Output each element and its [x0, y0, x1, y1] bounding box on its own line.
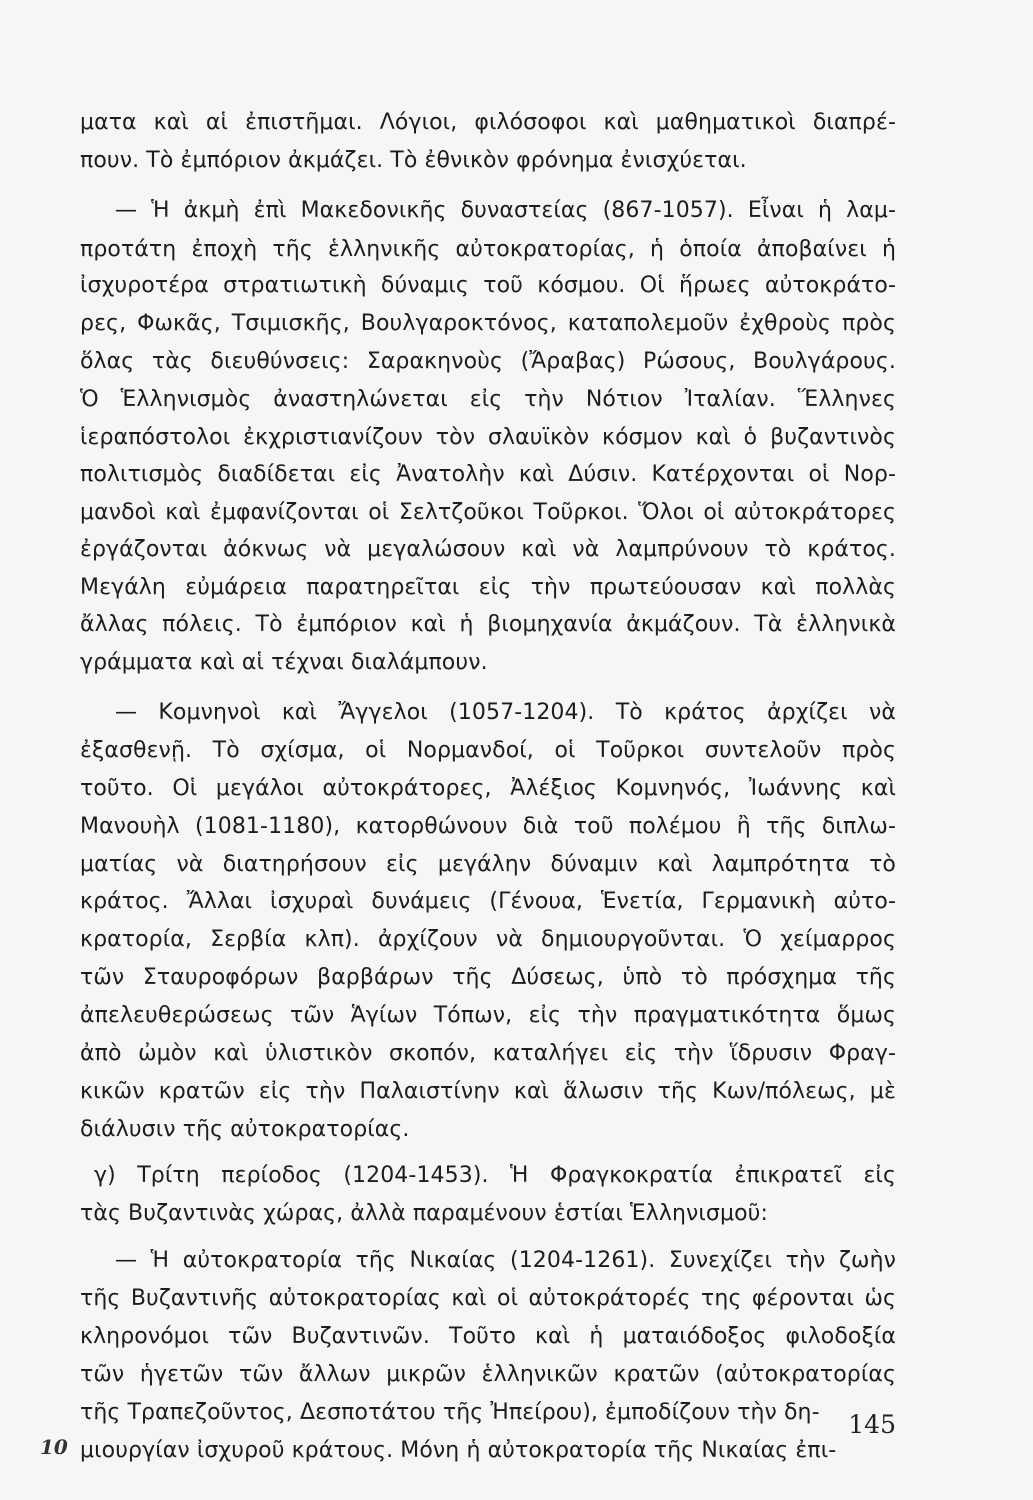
- text-line: μιουργίαν ἰσχυροῦ κράτους. Μόνη ἡ αὐτοκρατορία τῆς Νικαίας ἐπι-: [80, 1438, 837, 1463]
- text-line: ἀπὸ ὠμὸν καὶ ὑλιστικὸν σκοπόν, καταλήγει εἰς τὴν ἵδρυσιν Φραγ-: [80, 1041, 896, 1066]
- text-line: ματίας νὰ διατηρήσουν εἰς μεγάλην δύναμιν καὶ λαμπρότητα τὸ: [80, 852, 896, 877]
- text-line: — Ἡ αὐτοκρατορία τῆς Νικαίας (1204-1261). Συνεχίζει τὴν ζωὴν: [115, 1248, 896, 1273]
- text-line: τῶν ἡγετῶν τῶν ἄλλων μικρῶν ἑλληνικῶν κρατῶν (αὐτοκρατορίας: [80, 1362, 896, 1387]
- text-line: τῆς Τραπεζοῦντος, Δεσποτάτου τῆς Ἠπείρου), ἐμποδίζουν τὴν δη-: [80, 1400, 820, 1425]
- text-line: κράτος. Ἄλλαι ἰσχυραὶ δυνάμεις (Γένουα, Ἑνετία, Γερμανικὴ αὐτο-: [80, 889, 896, 914]
- signature-mark: 10: [40, 1435, 68, 1459]
- text-line: κρατορία, Σερβία κλπ). ἀρχίζουν νὰ δημιουργοῦνται. Ὁ χείμαρρος: [80, 927, 896, 952]
- text-line: τὰς Βυζαντινὰς χώρας, ἀλλὰ παραμένουν ἑστίαι Ἑλληνισμοῦ:: [80, 1201, 768, 1226]
- text-line: τῶν Σταυροφόρων βαρβάρων τῆς Δύσεως, ὑπὸ τὸ πρόσχημα τῆς: [80, 965, 896, 990]
- text-line: Μανουὴλ (1081-1180), κατορθώνουν διὰ τοῦ πολέμου ἢ τῆς διπλω-: [80, 814, 896, 839]
- page-number: 145: [848, 1410, 896, 1439]
- text-line: ὅλας τὰς διευθύνσεις: Σαρακηνοὺς (Ἄραβας) Ρώσους, Βουλγάρους.: [80, 349, 896, 374]
- text-line: ἐργάζονται ἀόκνως νὰ μεγαλώσουν καὶ νὰ λαμπρύνουν τὸ κράτος.: [80, 537, 896, 562]
- text-line: κληρονόμοι τῶν Βυζαντινῶν. Τοῦτο καὶ ἡ ματαιόδοξος φιλοδοξία: [80, 1324, 896, 1349]
- text-line: πουν. Τὸ ἐμπόριον ἀκμάζει. Τὸ ἐθνικὸν φρόνημα ἐνισχύεται.: [80, 148, 747, 173]
- text-line: τῆς Βυζαντινῆς αὐτοκρατορίας καὶ οἱ αὐτοκράτορές της φέρονται ὡς: [80, 1286, 896, 1311]
- text-line: γ) Τρίτη περίοδος (1204-1453). Ἡ Φραγκοκρατία ἐπικρατεῖ εἰς: [94, 1163, 896, 1188]
- text-line: προτάτη ἐποχὴ τῆς ἑλληνικῆς αὐτοκρατορίας, ἡ ὁποία ἀποβαίνει ἡ: [80, 237, 896, 262]
- text-line: Ὁ Ἑλληνισμὸς ἀναστηλώνεται εἰς τὴν Νότιον Ἰταλίαν. Ἕλληνες: [80, 387, 896, 412]
- text-line: τοῦτο. Οἱ μεγάλοι αὐτοκράτορες, Ἀλέξιος Κομνηνός, Ἰωάννης καὶ: [80, 776, 896, 801]
- text-line: κικῶν κρατῶν εἰς τὴν Παλαιστίνην καὶ ἅλωσιν τῆς Κων/πόλεως, μὲ: [80, 1079, 896, 1104]
- text-line: ἐξασθενῇ. Τὸ σχίσμα, οἱ Νορμανδοί, οἱ Τοῦρκοι συντελοῦν πρὸς: [80, 738, 896, 763]
- text-line: — Κομνηνοὶ καὶ Ἄγγελοι (1057-1204). Τὸ κράτος ἀρχίζει νὰ: [115, 700, 896, 725]
- text-line: ρες, Φωκᾶς, Τσιμισκῆς, Βουλγαροκτόνος, καταπολεμοῦν ἐχθροὺς πρὸς: [80, 311, 896, 336]
- text-line: ματα καὶ αἱ ἐπιστῆμαι. Λόγιοι, φιλόσοφοι καὶ μαθηματικοὶ διαπρέ-: [80, 110, 896, 135]
- text-line: ἀπελευθερώσεως τῶν Ἁγίων Τόπων, εἰς τὴν πραγματικότητα ὅμως: [80, 1003, 896, 1028]
- text-line: Μεγάλη εὐμάρεια παρατηρεῖται εἰς τὴν πρωτεύουσαν καὶ πολλὰς: [80, 575, 896, 600]
- text-line: πολιτισμὸς διαδίδεται εἰς Ἀνατολὴν καὶ Δύσιν. Κατέρχονται οἱ Νορ-: [80, 462, 896, 487]
- text-line: μανδοὶ καὶ ἐμφανίζονται οἱ Σελτζοῦκοι Τοῦρκοι. Ὅλοι οἱ αὐτοκράτορες: [80, 500, 896, 525]
- text-line: διάλυσιν τῆς αὐτοκρατορίας.: [80, 1117, 410, 1142]
- text-line: ἱεραπόστολοι ἐκχριστιανίζουν τὸν σλαυϊκὸν κόσμον καὶ ὁ βυζαντινὸς: [80, 425, 896, 450]
- text-line: ἄλλας πόλεις. Τὸ ἐμπόριον καὶ ἡ βιομηχανία ἀκμάζουν. Τὰ ἑλληνικὰ: [80, 612, 896, 637]
- text-line: — Ἡ ἀκμὴ ἐπὶ Μακεδονικῆς δυναστείας (867-1057). Εἶναι ἡ λαμ-: [115, 198, 896, 223]
- text-line: γράμματα καὶ αἱ τέχναι διαλάμπουν.: [80, 650, 488, 675]
- text-line: ἰσχυροτέρα στρατιωτικὴ δύναμις τοῦ κόσμου. Οἱ ἥρωες αὐτοκράτο-: [80, 273, 896, 298]
